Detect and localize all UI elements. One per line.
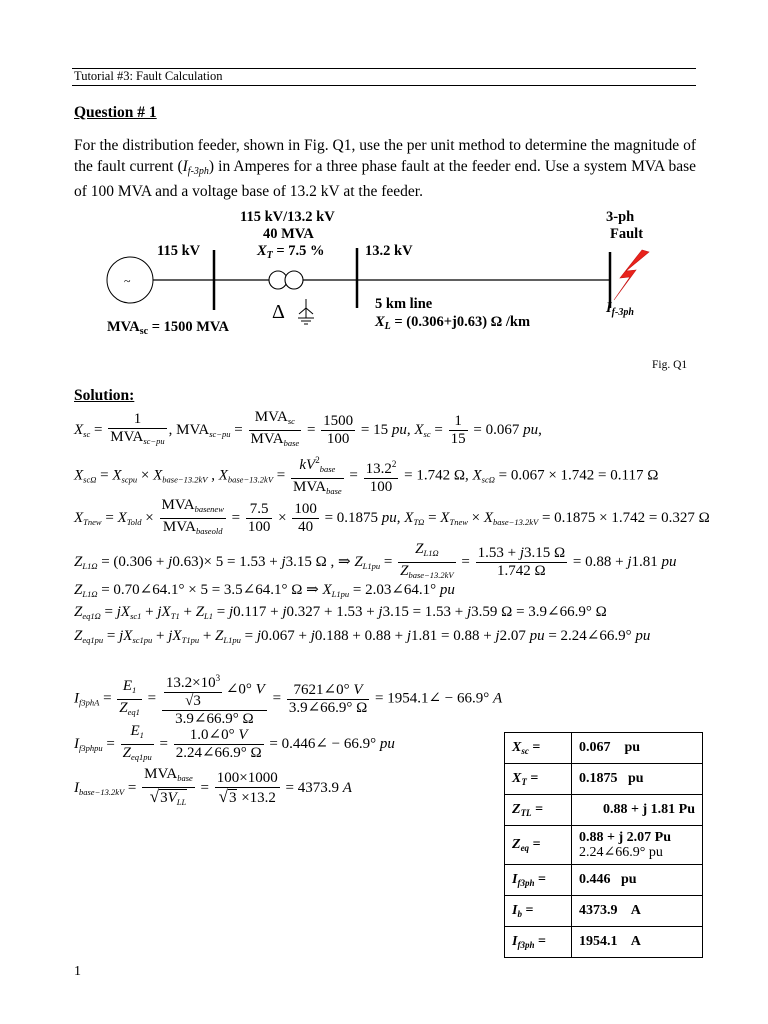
delta-symbol: Δ: [272, 301, 285, 323]
header-title: Tutorial #3: Fault Calculation: [74, 69, 223, 83]
result-value: 0.067 pu: [572, 733, 703, 764]
fault-lightning-icon: [614, 250, 649, 300]
result-value: 4373.9 A: [572, 896, 703, 927]
table-row: [505, 733, 703, 764]
table-row: [505, 795, 703, 826]
question-text: For the distribution feeder, shown in Fig. Q1, use the per unit method to determine the magnitude of the fault current $(I_{f-3ph})$ in Amperes for a three phase fault at the feeder end. Use a system MVA base of 100 MVA and a voltage base of 13.2 kV at the feeder.: [74, 137, 697, 200]
results-table: [504, 732, 703, 958]
equation-4: $Z_{L1\Omega} = (0.306 + j0.63)\times 5 = 1.53 + j3.15$ Ω , ⇒ $Z_{L1pu}$ = $Z_{L1\Omega}$ $Z_{base-13.2kV}$ = $\frac{1.53 + j3.15 \Omega}{1.742 \Omega}$ = 0.88 + j1.81 pu: [74, 541, 677, 580]
equation-3: $X_{Tnew} = X_{Told}$ × $MVA_{basenew}$ $MVA_{baseold}$ = $\frac{7.5}{100}$ × $\frac{100}{40}$ = 0.1875 pu, $X_{T\Omega} = X_{Tnew} \times X_{base-13.2kV} = 0.1875 \times 1.742 = 0.327$ Ω: [74, 497, 710, 536]
short-circuit-mva-label: $MVA_{sc} = 1500$ MVA: [107, 319, 230, 337]
transformer-winding-1: [269, 271, 287, 289]
equation-9: $I_{f3phpu}$ = $E_1$ $Z_{eq1pu}$ = $\frac{1.0\angle 0^\circ V}{2.24\angle 66.9^\circ \Omega}$ = 0.446∠ − 66.9° pu: [74, 723, 395, 762]
result-key: $X_T$ =: [505, 764, 572, 795]
table-row: [505, 927, 703, 958]
table-row: [505, 896, 703, 927]
equation-6: $Z_{eq1\Omega} = jX_{sc1} + jX_{T1} + Z_{L1} = j0.117 + j0.327 + 1.53 + j3.15 = 1.53 + j3.59$ Ω = 3.9∠66.9° Ω: [74, 604, 607, 621]
wye-ground-icon: [298, 299, 314, 324]
fault-type-label-1: 3-ph: [606, 209, 635, 225]
figure-caption: Fig. Q1: [652, 359, 688, 371]
equation-10: $I_{base-13.2kV}$ = $MVA_{base}$ $√3V_{LL}$ = $\frac{100\times 1000}{√3 \times 13.2}$ = 4373.9 A: [74, 766, 352, 807]
transformer-mva: 40 MVA: [263, 226, 314, 242]
source-symbol: ~: [124, 274, 131, 288]
line-length-label: 5 km line: [375, 296, 433, 312]
source-voltage-label: 115 kV: [157, 243, 201, 259]
equation-2: $X_{sc\Omega} = X_{scpu} \times X_{base-13.2kV}$ , $X_{base-13.2kV}$ = $kV^2_{base}$ $MVA_{base}$ = $\frac{13.2^2}{100}$ = 1.742 Ω, $X_{sc\Omega} = 0.067 \times 1.742 = 0.117$ Ω: [74, 452, 658, 500]
solution-title: Solution:: [74, 387, 135, 404]
transformer-reactance: $X_T = 7.5$ %: [257, 243, 325, 261]
table-row: [505, 865, 703, 896]
result-key: $Z_{eq}$ =: [505, 826, 572, 865]
result-key: $I_{f3ph}$ =: [505, 865, 572, 896]
page-number: 1: [74, 964, 81, 979]
equation-8: $I_{f3phA}$ = $E_1$ $Z_{eq1}$ = $\frac{13.2\times 10^3}{√3}$ ∠0° V 3.9∠66.9° Ω = $\frac{7621\angle 0^\circ V}{3.9\angle 66.9^\circ \Omega}$ = 1954.1∠ − 66.9° A: [74, 670, 502, 728]
line-impedance-label: $X_L = (0.306+j0.63)$ Ω /km: [375, 314, 531, 332]
result-value: 0.1875 pu: [572, 764, 703, 795]
result-value: 1954.1 A: [572, 927, 703, 958]
fault-type-label-2: Fault: [610, 226, 644, 242]
equation-5: $Z_{L1\Omega}$ = 0.70∠64.1° × 5 = 3.5∠64.1° Ω ⇒ $X_{L1pu}$ = 2.03∠64.1° pu: [74, 582, 455, 599]
transformer-winding-2: [285, 271, 303, 289]
result-value: 0.88 + j 2.07 Pu 2.24∠66.9° pu: [572, 826, 703, 865]
result-key: $Z_{TL}$ =: [505, 795, 572, 826]
feeder-voltage-label: 13.2 kV: [365, 243, 413, 259]
result-key: $I_{f3ph}$ =: [505, 927, 572, 958]
fault-current-label: $I_{f-3ph}$: [606, 300, 634, 318]
result-key: $I_b$ =: [505, 896, 572, 927]
table-row: [505, 764, 703, 795]
question-title: Question # 1: [74, 104, 157, 121]
transformer-rating: 115 kV/13.2 kV: [240, 209, 335, 225]
result-value: 0.88 + j 1.81 Pu: [572, 795, 703, 826]
single-line-diagram: [74, 200, 694, 360]
header-bottom-rule: [72, 85, 696, 86]
equation-1: $X_{sc}$ = 1 $MVA_{sc-pu}$ , $MVA_{sc-pu}$ = $MVA_{sc}$ $MVA_{base}$ = $\frac{1500}{100}$ = 15 pu, $X_{sc}$ = $\frac{1}{15}$ = 0.067 pu,: [74, 409, 542, 448]
result-value: 0.446 pu: [572, 865, 703, 896]
equation-7: $Z_{eq1pu} = jX_{sc1pu} + jX_{T1pu} + Z_{L1pu} = j0.067 + j0.188 + 0.88 + j1.81 = 0.88 + j2.07$ pu = 2.24∠66.9° pu: [74, 628, 651, 645]
result-key: $X_{sc}$ =: [505, 733, 572, 764]
table-row: [505, 826, 703, 865]
